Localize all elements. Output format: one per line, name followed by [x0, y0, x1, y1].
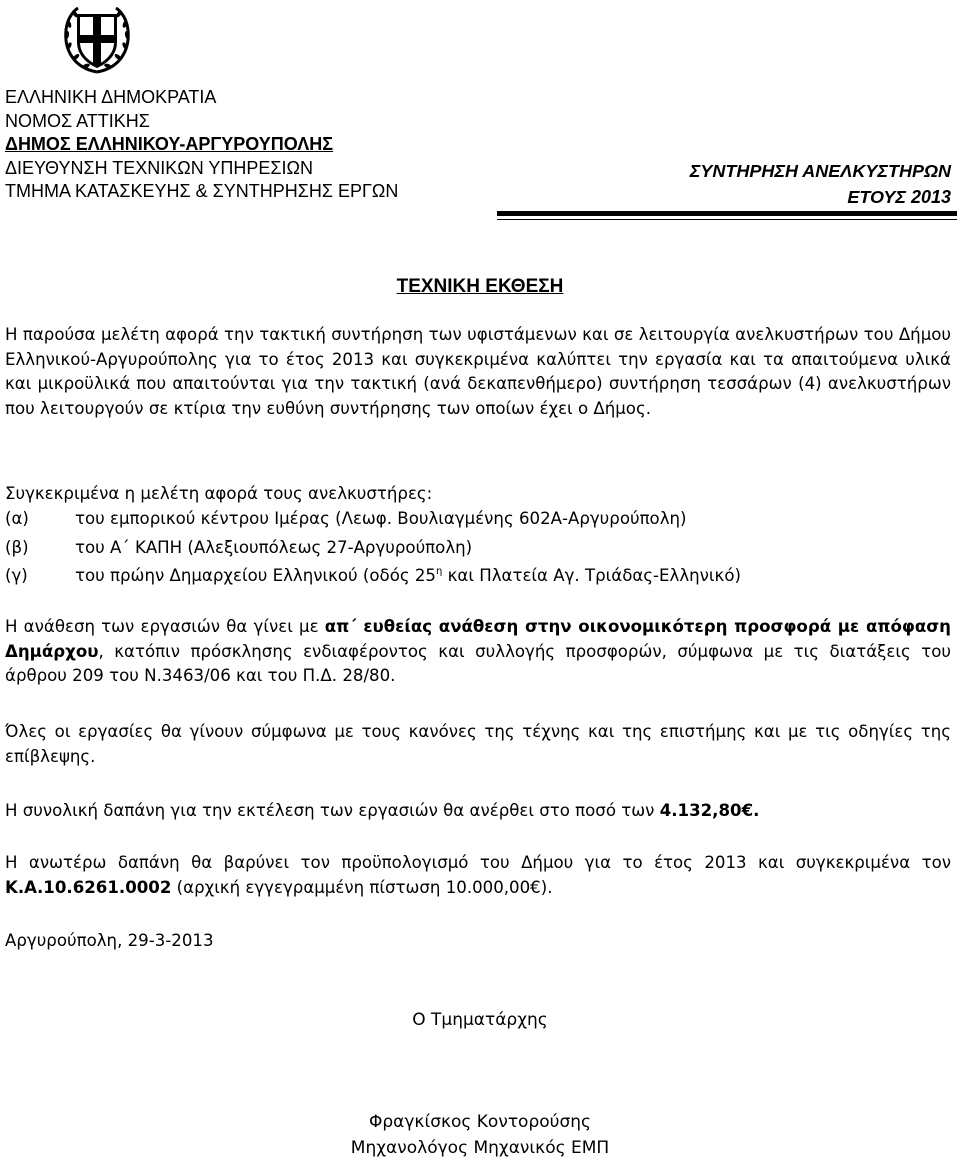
cost-paragraph: [5, 799, 951, 824]
header-department: ΤΜΗΜΑ ΚΑΤΑΣΚΕΥΗΣ & ΣΥΝΤΗΡΗΣΗΣ ΕΡΓΩΝ: [5, 181, 399, 201]
header-rule-thick: [497, 211, 957, 216]
report-title: ΤΕΧΝΙΚΗ ΕΚΘΕΣΗ: [396, 276, 564, 297]
list-text: του Α΄ ΚΑΠΗ (Αλεξιουπόλεως 27-Αργυρούπολη): [75, 538, 473, 557]
cost-amount: 4.132,80€.: [659, 801, 760, 820]
budget-text-rest: (αρχική εγγεγραμμένη πίστωση 10.000,00€).: [171, 877, 553, 897]
ordinal-superscript: η: [436, 566, 443, 577]
header-rule-thin: [497, 219, 957, 220]
list-item: [5, 507, 687, 531]
greek-coat-of-arms-icon: [60, 2, 134, 76]
list-marker: (β): [5, 538, 29, 557]
award-text-rest: , κατόπιν πρόσκλησης ενδιαφέροντος και συλλογής προσφορών, σύμφωνα με τις διατάξεις του άρθρου 209 του Ν.3463/06 και του Π.Δ. 28/80.: [5, 641, 951, 685]
budget-paragraph: [5, 851, 951, 900]
header-prefecture: ΝΟΜΟΣ ΑΤΤΙΚΗΣ: [5, 110, 150, 131]
list-item: [5, 536, 472, 560]
place-date: Αργυρούπολη, 29-3-2013: [5, 931, 214, 950]
list-marker: (α): [5, 509, 29, 528]
header-municipality: ΔΗΜΟΣ ΕΛΛΗΝΙΚΟΥ-ΑΡΓΥΡΟΥΠΟΛΗΣ: [5, 134, 334, 154]
budget-text: Η ανωτέρω δαπάνη θα βαρύνει τον προϋπολογισμό του Δήμου για το έτος 2013 και συγκεκριμένα τον: [5, 853, 951, 872]
project-heading: [690, 158, 951, 210]
project-year: ΕΤΟΥΣ 2013: [847, 187, 951, 207]
list-text-continued: και Πλατεία Αγ. Τριάδας-Ελληνικό): [442, 566, 741, 585]
budget-code: Κ.Α.10.6261.0002: [5, 877, 172, 897]
elevators-intro: Συγκεκριμένα η μελέτη αφορά τους ανελκυστήρες:: [5, 484, 433, 503]
list-marker: (γ): [5, 566, 28, 585]
intro-paragraph: Η παρούσα μελέτη αφορά την τακτική συντήρηση των υφιστάμενων και σε λειτουργία ανελκυστήρων του Δήμου Ελληνικού-Αργυρούπολης για το έτος 2013 και συγκεκριμένα καλύπτει την εργασία και τα απαιτούμενα υλικά και μικροϋλικά που απαιτούνται για την τακτική (ανά δεκαπενθήμερο) συντήρηση τεσσάρων (4) ανελκυστήρων που λειτουργούν σε κτίρια την ευθύνη συντήρησης των οποίων έχει ο Δήμος.: [5, 325, 951, 418]
issuer-header: [5, 86, 398, 204]
rules-paragraph: Όλες οι εργασίες θα γίνουν σύμφωνα με τους κανόνες της τέχνης και της επιστήμης και με τις οδηγίες της επίβλεψης.: [5, 722, 951, 766]
signature-role: Ο Τμηματάρχης: [412, 1010, 548, 1030]
signature-title: Μηχανολόγος Μηχανικός ΕΜΠ: [350, 1138, 610, 1158]
signature-name: Φραγκίσκος Κοντορούσης: [368, 1112, 592, 1132]
cost-text: Η συνολική δαπάνη για την εκτέλεση των εργασιών θα ανέρθει στο ποσό των: [5, 801, 660, 820]
header-country: ΕΛΛΗΝΙΚΗ ΔΗΜΟΚΡΑΤΙΑ: [5, 87, 217, 107]
list-item: [5, 564, 741, 588]
list-text: του εμπορικού κέντρου Ιμέρας (Λεωφ. Βουλιαγμένης 602Α-Αργυρούπολη): [75, 509, 687, 528]
header-directorate: ΔΙΕΥΘΥΝΣΗ ΤΕΧΝΙΚΩΝ ΥΠΗΡΕΣΙΩΝ: [5, 157, 313, 178]
award-text: Η ανάθεση των εργασιών θα γίνει με: [5, 617, 325, 636]
award-method: απ΄ ευθείας ανάθεση στην οικονομικότερη προσφορά με απόφαση Δημάρχου: [5, 617, 951, 661]
award-paragraph: [5, 615, 951, 689]
project-title: ΣΥΝΤΗΡΗΣΗ ΑΝΕΛΚΥΣΤΗΡΩΝ: [689, 161, 951, 181]
list-text: του πρώην Δημαρχείου Ελληνικού (οδός 25: [75, 566, 436, 585]
